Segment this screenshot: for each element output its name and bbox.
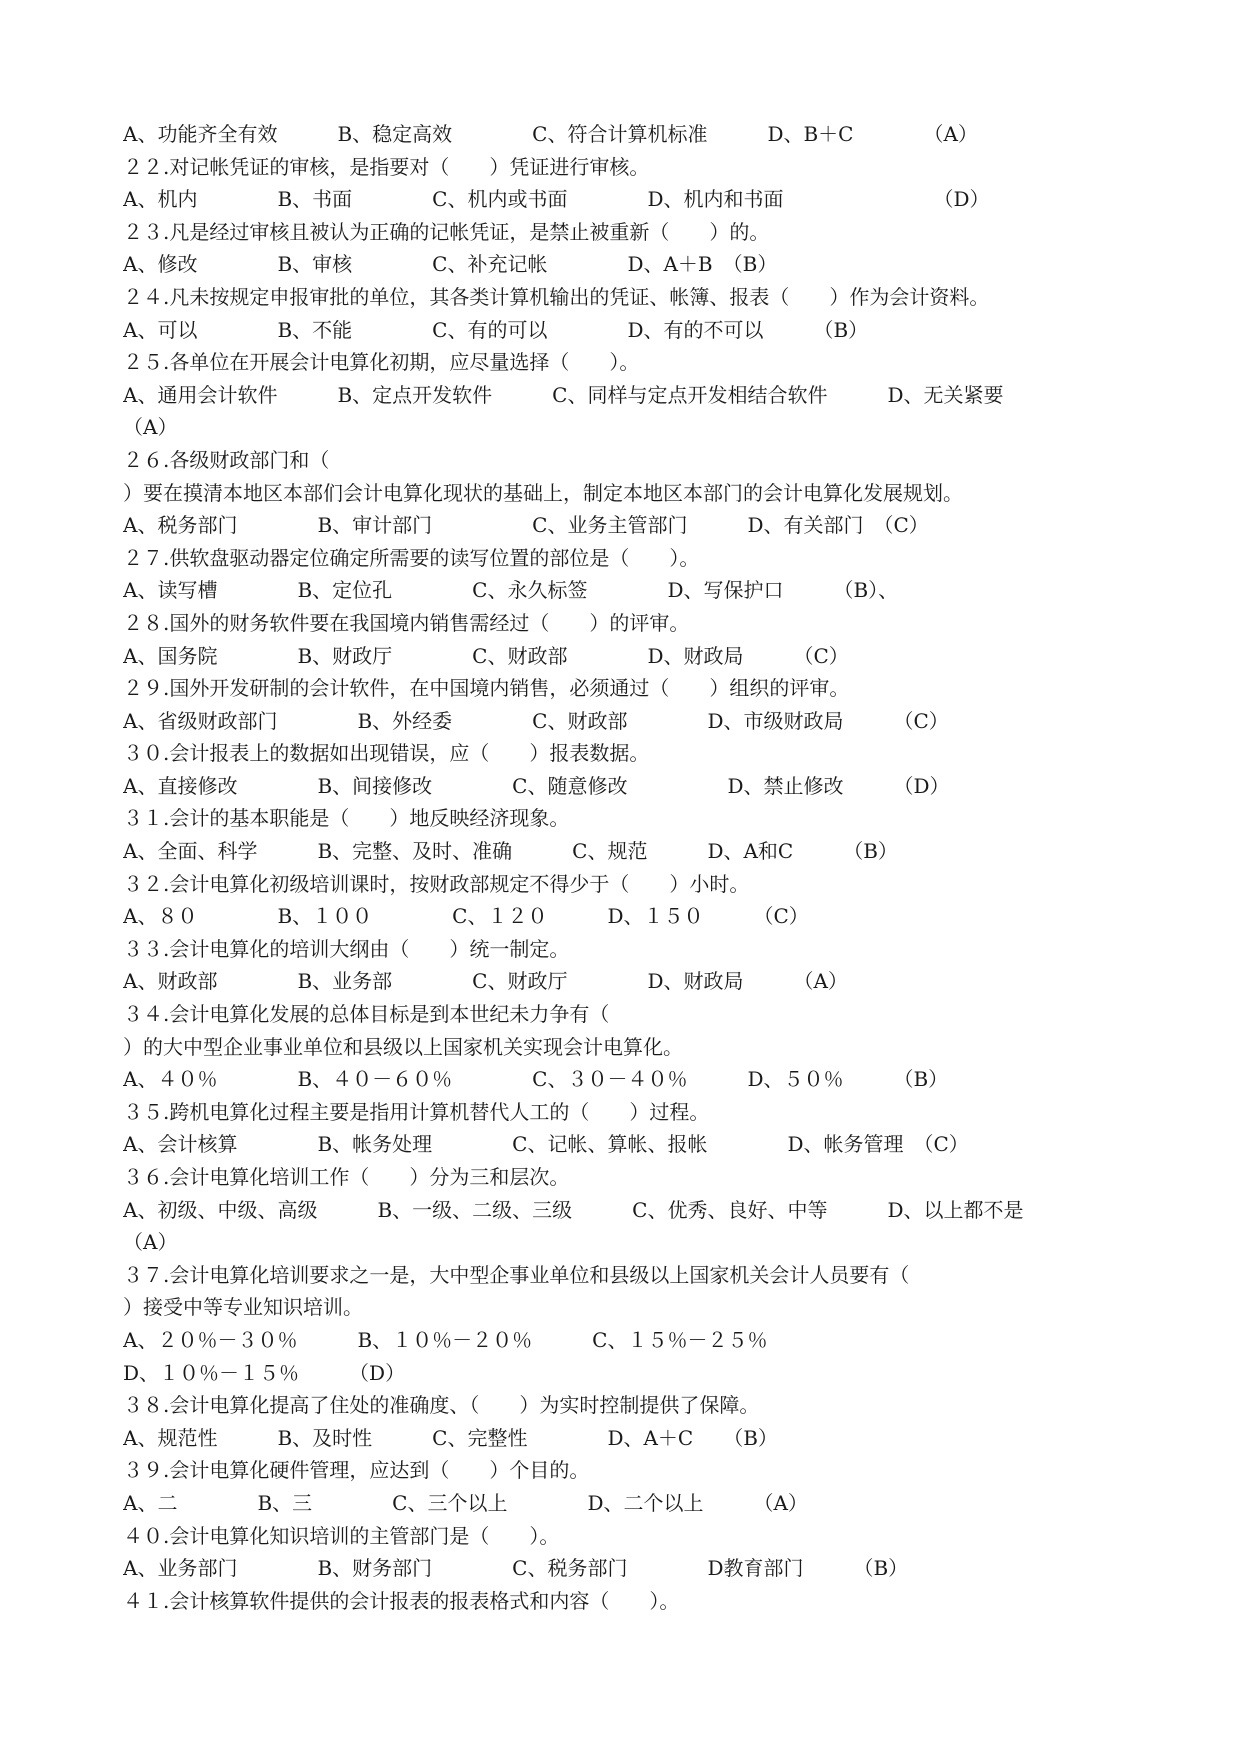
text-line: ２９.国外开发研制的会计软件，在中国境内销售，必须通过（ ）组织的评审。 — [123, 676, 850, 701]
text-line: ３１.会计的基本职能是（ ）地反映经济现象。 — [123, 806, 570, 831]
text-line: A、可以 B、不能 C、有的可以 D、有的不可以 （B） — [123, 317, 869, 342]
text-line: ４１.会计核算软件提供的会计报表的报表格式和内容（ ）。 — [123, 1588, 680, 1613]
text-line: ２２.对记帐凭证的审核，是指要对（ ）凭证进行审核。 — [123, 154, 650, 179]
text-line: A、４０％ B、４０－６０％ C、３０－４０％ D、５０％ （B） — [123, 1067, 949, 1092]
text-line: ）的大中型企业事业单位和县级以上国家机关实现会计电算化。 — [123, 1034, 683, 1059]
text-line: A、机内 B、书面 C、机内或书面 D、机内和书面 （D） — [123, 187, 990, 212]
text-line: A、读写槽 B、定位孔 C、永久标签 D、写保护口 （B）、 — [123, 578, 899, 603]
text-line: ３０.会计报表上的数据如出现错误，应（ ）报表数据。 — [123, 741, 650, 766]
text-line: ２８.国外的财务软件要在我国境内销售需经过（ ）的评审。 — [123, 610, 690, 635]
text-line: （A） — [123, 1230, 178, 1255]
text-line: ３４.会计电算化发展的总体目标是到本世纪未力争有（ — [123, 1002, 610, 1027]
text-line: A、修改 B、审核 C、补充记帐 D、A＋B （B） — [123, 252, 778, 277]
text-line: ２３.凡是经过审核且被认为正确的记帐凭证，是禁止被重新（ ）的。 — [123, 219, 770, 244]
text-line: ３３.会计电算化的培训大纲由（ ）统一制定。 — [123, 936, 570, 961]
text-line: A、直接修改 B、间接修改 C、随意修改 D、禁止修改 （D） — [123, 773, 950, 798]
text-line: ３５.跨机电算化过程主要是指用计算机替代人工的（ ）过程。 — [123, 1099, 710, 1124]
text-line: ３８.会计电算化提高了住处的准确度、（ ）为实时控制提供了保障。 — [123, 1393, 760, 1418]
text-line: D、１０％－１５％ （D） — [123, 1360, 406, 1385]
text-line: ２４.凡未按规定申报审批的单位，其各类计算机输出的凭证、帐簿、报表（ ）作为会计资料。 — [123, 284, 990, 309]
text-line: ）接受中等专业知识培训。 — [123, 1295, 363, 1320]
text-line: ３２.会计电算化初级培训课时，按财政部规定不得少于（ ）小时。 — [123, 871, 750, 896]
text-line: ２７.供软盘驱动器定位确定所需要的读写位置的部位是（ ）。 — [123, 545, 700, 570]
text-line: A、８０ B、１００ C、１２０ D、１５０ （C） — [123, 904, 809, 929]
text-line: A、功能齐全有效 B、稳定高效 C、符合计算机标准 D、B＋C （A） — [123, 122, 978, 146]
text-line: ）要在摸清本地区本部们会计电算化现状的基础上，制定本地区本部门的会计电算化发展规划。 — [123, 480, 963, 505]
text-line: A、二 B、三 C、三个以上 D、二个以上 （A） — [123, 1490, 808, 1515]
text-line: ２５.各单位在开展会计电算化初期，应尽量选择（ ）。 — [123, 350, 640, 375]
text-line: ３６.会计电算化培训工作（ ）分为三和层次。 — [123, 1165, 570, 1189]
text-line: A、业务部门 B、财务部门 C、税务部门 D教育部门 （B） — [123, 1556, 909, 1581]
text-line: ３９.会计电算化硬件管理，应达到（ ）个目的。 — [123, 1458, 590, 1483]
text-line: A、规范性 B、及时性 C、完整性 D、A＋C （B） — [123, 1425, 778, 1450]
document-body — [123, 118, 1143, 1617]
text-line: ４０.会计电算化知识培训的主管部门是（ ）。 — [123, 1523, 560, 1548]
text-line: A、国务院 B、财政厅 C、财政部 D、财政局 （C） — [123, 643, 849, 668]
text-line: ２６.各级财政部门和（ — [123, 447, 330, 472]
text-line: A、税务部门 B、审计部门 C、业务主管部门 D、有关部门 （C） — [123, 513, 929, 538]
text-line: A、通用会计软件 B、定点开发软件 C、同样与定点开发相结合软件 D、无关紧要 — [123, 382, 1004, 407]
text-line: （A） — [123, 415, 178, 440]
text-line: A、初级、中级、高级 B、一级、二级、三级 C、优秀、良好、中等 D、以上都不是 — [123, 1197, 1024, 1222]
text-line: A、省级财政部门 B、外经委 C、财政部 D、市级财政局 （C） — [123, 708, 949, 733]
text-line: A、会计核算 B、帐务处理 C、记帐、算帐、报帐 D、帐务管理 （C） — [123, 1132, 969, 1157]
text-line: A、财政部 B、业务部 C、财政厅 D、财政局 （A） — [123, 969, 848, 994]
text-line: ３７.会计电算化培训要求之一是，大中型企事业单位和县级以上国家机关会计人员要有（ — [123, 1262, 910, 1287]
text-line: A、全面、科学 B、完整、及时、准确 C、规范 D、A和C （B） — [123, 839, 898, 864]
text-line: A、２０％－３０％ B、１０％－２０％ C、１５％－２５％ — [123, 1327, 768, 1352]
